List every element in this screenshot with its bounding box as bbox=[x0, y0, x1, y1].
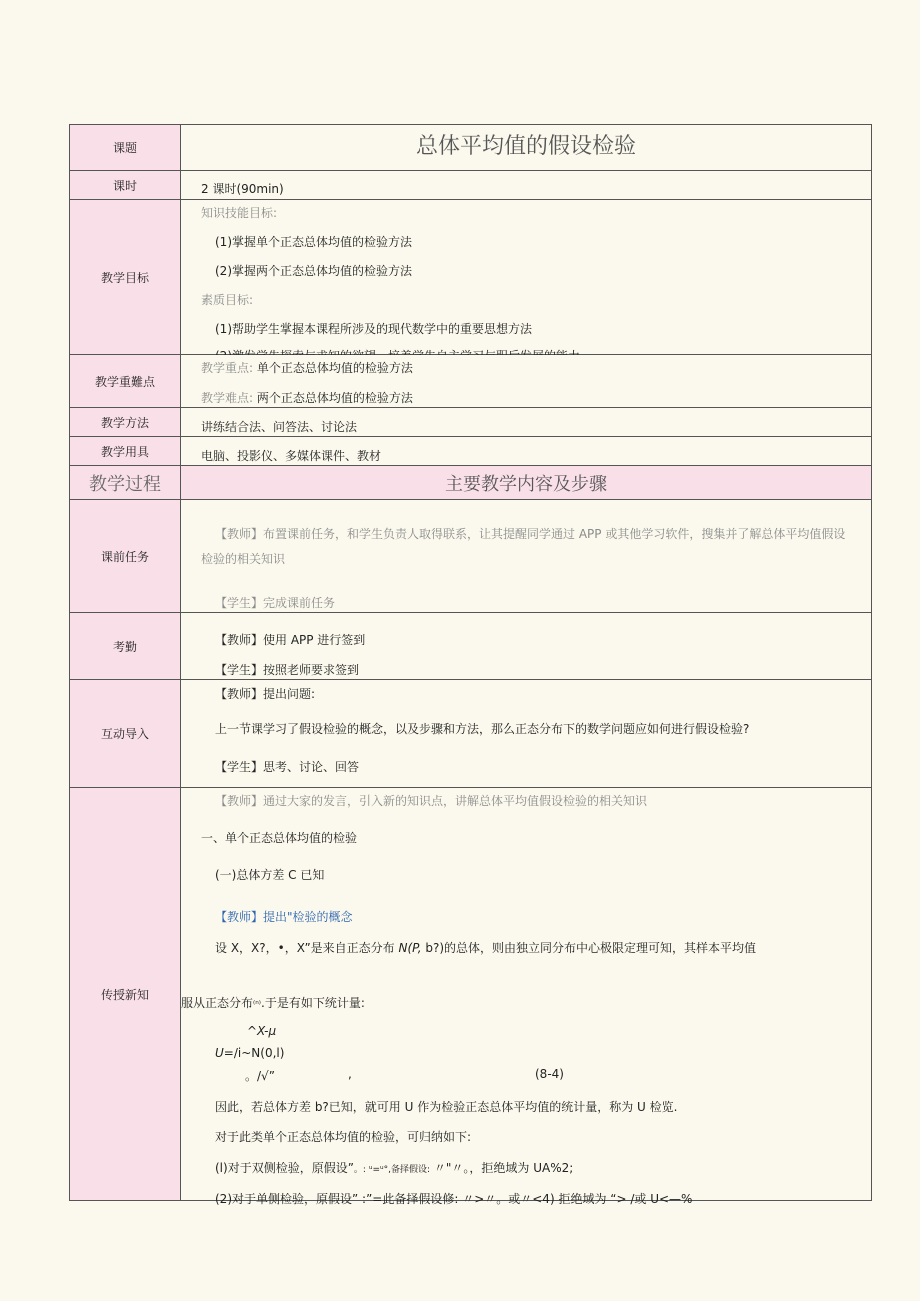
sample-def-part1: 设 X，X?，•，X”是来自正态分布 bbox=[215, 941, 395, 955]
attendance-teacher: 【教师】使用 APP 进行签到 bbox=[215, 633, 366, 647]
key-point-prefix: 教学重点: bbox=[201, 361, 254, 375]
sample-def-part2: b?)的总体，则由独立同分布中心极限定理可知，其样本平均值 bbox=[425, 941, 757, 955]
process-header-right: 主要教学内容及步骤 bbox=[181, 466, 872, 500]
intro-student: 【学生】思考、讨论、回答 bbox=[215, 760, 360, 774]
two-sided-part1: (l)对于双侧检验，原假设” bbox=[215, 1161, 354, 1175]
process-header-left: 教学过程 bbox=[70, 466, 181, 500]
normal-distribution-line bbox=[181, 994, 365, 1011]
teaching-intro: 【教师】通过大家的发言，引入新的知识点，讲解总体平均值假设检验的相关知识 bbox=[215, 794, 648, 808]
formula-numerator: ^X-μ bbox=[247, 1024, 277, 1038]
difficulty-prefix: 教学难点: bbox=[201, 391, 254, 405]
section-heading: 一、单个正态总体均值的检验 bbox=[201, 831, 358, 845]
hours-value: 2 课时(90min) bbox=[201, 182, 284, 196]
formula-u: U bbox=[215, 1046, 224, 1060]
intro-teacher: 【教师】提出问题: bbox=[215, 687, 316, 701]
teaching-content bbox=[181, 788, 871, 1206]
key-point-line bbox=[201, 359, 413, 376]
two-sided-part3: 〃"〃。，拒绝域为 UA%2; bbox=[433, 1161, 574, 1175]
formula-denominator: 。/√” bbox=[245, 1069, 275, 1083]
sample-definition bbox=[215, 939, 756, 956]
two-sided-test bbox=[215, 1159, 573, 1176]
lesson-plan-table bbox=[69, 124, 872, 1206]
tools-value: 电脑、投影仪、多媒体课件、教材 bbox=[201, 449, 382, 463]
attendance-student: 【学生】按照老师要求签到 bbox=[215, 663, 360, 677]
pre-task-teacher-cont: 检验的相关知识 bbox=[201, 552, 286, 566]
topic-label: 课题 bbox=[70, 125, 181, 171]
key-points-label: 教学重難点 bbox=[70, 355, 181, 408]
formula-rest: =/i~N(0,l) bbox=[223, 1046, 285, 1060]
intro-label: 互动导入 bbox=[70, 680, 181, 788]
goals-label: 教学目标 bbox=[70, 200, 181, 355]
two-sided-part2: 。: ᵘ=ᵘ°,备择假设: bbox=[353, 1165, 431, 1175]
attendance-label: 考勤 bbox=[70, 613, 181, 680]
key-point-text: 单个正态总体均值的检验方法 bbox=[256, 361, 413, 375]
u-test-explanation: 因此，若总体方差 b?已知，就可用 U 作为检验正态总体平均值的统计量，称为 U 检览. bbox=[215, 1100, 678, 1114]
pre-task-student: 【学生】完成课前任务 bbox=[215, 596, 336, 610]
normal-dist-text: 服从正态分布 bbox=[181, 996, 254, 1010]
method-label: 教学方法 bbox=[70, 408, 181, 437]
goals-content bbox=[181, 200, 871, 354]
tools-label: 教学用具 bbox=[70, 437, 181, 466]
difficulty-line bbox=[201, 389, 413, 406]
knowledge-goal-1: (1)掌握单个正态总体均值的检验方法 bbox=[215, 235, 412, 249]
formula-main bbox=[215, 1046, 284, 1060]
quality-goal-1: (1)帮助学生掌握本课程所涉及的现代数学中的重要思想方法 bbox=[215, 322, 533, 336]
concept-prompt: 【教师】提出"检验的概念 bbox=[215, 910, 353, 924]
quality-goal-title: 素质目标: bbox=[201, 293, 254, 307]
normal-dist-text2: .于是有如下统计量: bbox=[261, 996, 365, 1010]
teaching-label: 传授新知 bbox=[70, 788, 181, 1201]
method-value: 讲练结合法、问答法、讨论法 bbox=[201, 420, 358, 434]
knowledge-goal-title: 知识技能目标: bbox=[201, 206, 278, 220]
topic-title: 总体平均值的假设检验 bbox=[415, 134, 636, 159]
normal-dist-sup: ⁽ⁿ⁾ bbox=[253, 1000, 262, 1010]
one-sided-test: (2)对于单侧检验，原假设” :”=此备择假设修: 〃>〃。或〃<4) 拒绝域为 “> /或 U<—% bbox=[215, 1192, 693, 1206]
formula-number: (8-4) bbox=[535, 1067, 564, 1081]
pre-task-label: 课前任务 bbox=[70, 500, 181, 613]
knowledge-goal-2: (2)掌握两个正态总体均值的检验方法 bbox=[215, 264, 412, 278]
hours-label: 课时 bbox=[70, 171, 181, 200]
formula-comma: , bbox=[348, 1067, 352, 1081]
summary-intro: 对于此类单个正态总体均值的检验，可归纳如下: bbox=[215, 1130, 472, 1144]
intro-question: 上一节课学习了假设检验的概念，以及步骤和方法，那么正态分布下的数学问题应如何进行假设检验? bbox=[215, 722, 750, 736]
sample-def-dist: N(P, bbox=[398, 941, 422, 955]
pre-task-teacher: 【教师】布置课前任务，和学生负责人取得联系，让其提醒同学通过 APP 或其他学习软件，搜集并了解总体平均值假设 bbox=[215, 527, 846, 541]
subsection-heading: (一)总体方差 C 已知 bbox=[215, 868, 325, 882]
difficulty-text: 两个正态总体均值的检验方法 bbox=[256, 391, 413, 405]
